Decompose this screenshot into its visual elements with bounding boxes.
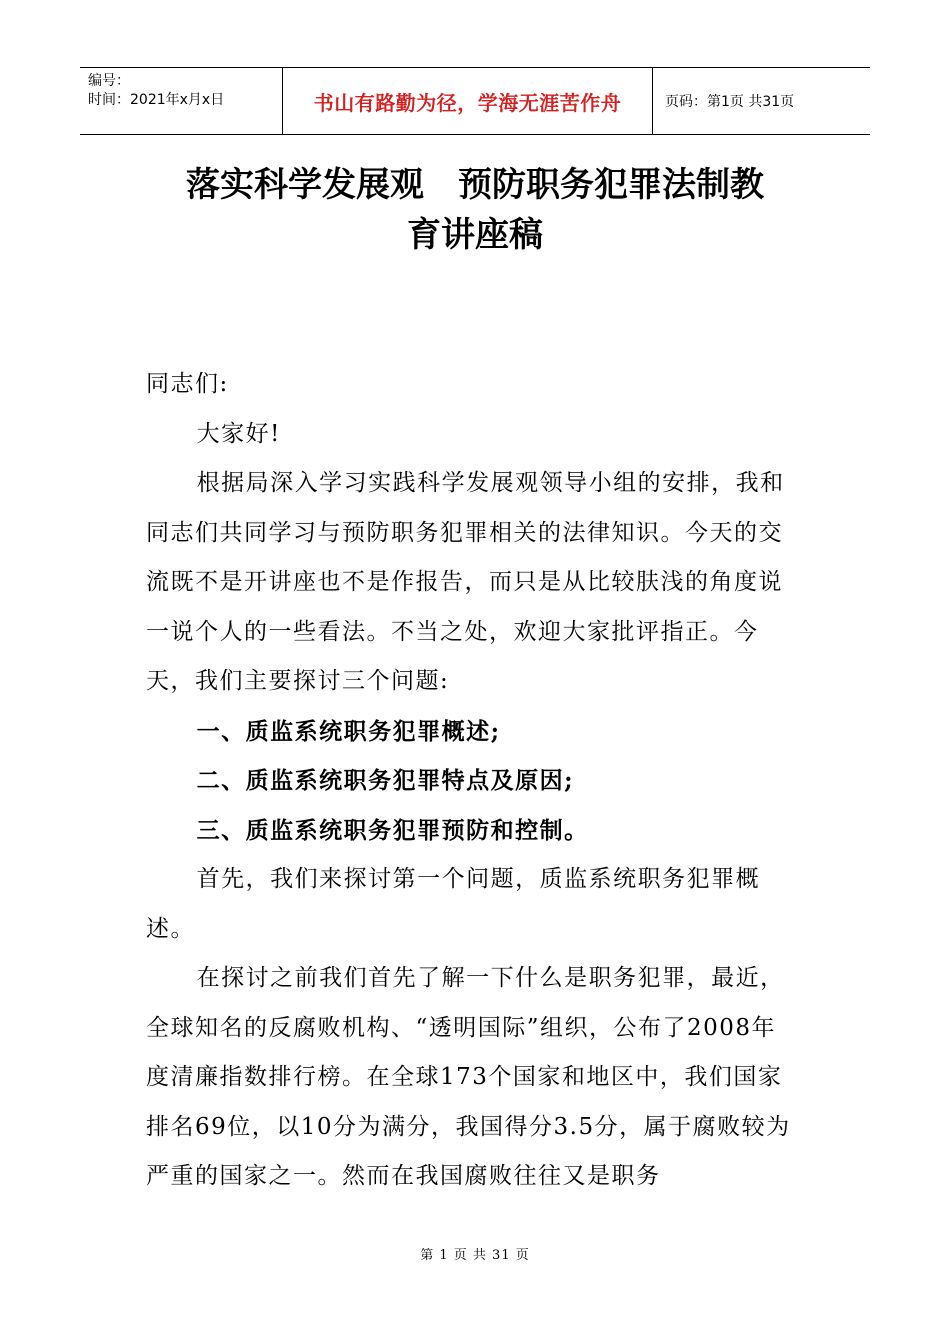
header-motto: 书山有路勤为径，学海无涯苦作舟: [282, 68, 653, 134]
outline-item-3: 三、质监系统职务犯罪预防和控制。: [196, 816, 589, 844]
greeting: 大家好!: [196, 420, 281, 447]
paragraph-first-topic: 首先，我们来探讨第一个问题，质监系统职务犯罪概述。: [146, 866, 761, 942]
title-line-2: 育讲座稿: [407, 215, 543, 255]
outline-item-2: 二、质监系统职务犯罪特点及原因;: [196, 767, 575, 794]
paragraph-definition: 在探讨之前我们首先了解一下什么是职务犯罪，最近，全球知名的反腐败机构、“透明国际”组织，公布了2008年度清廉指数排行榜。在全球173个国家和地区中，我们国家排名69位，以10分为满分，我国得分3.5分，属于腐败较为严重的国家之一。然而在我国腐败往往又是职务: [146, 965, 791, 1189]
outline-item-1: 一、质监系统职务犯罪概述;: [196, 717, 501, 745]
document-title: [100, 160, 850, 260]
salutation: 同志们:: [146, 371, 229, 397]
time-label: 时间：2021年x月x日: [88, 92, 225, 108]
page-footer: 第 1 页 共 31 页: [420, 1248, 530, 1263]
number-label: 编号：: [88, 73, 130, 89]
title-line-1: 落实科学发展观 预防职务犯罪法制教: [186, 165, 764, 205]
header-page-info: 页码：第1页 共31页: [665, 94, 795, 110]
document-body: [146, 360, 796, 1202]
paragraph-intro: 根据局深入学习实践科学发展观领导小组的安排，我和同志们共同学习与预防职务犯罪相关的法律知识。今天的交流既不是开讲座也不是作报告，而只是从比较肤浅的角度说一说个人的一些看法。不当之处，欢迎大家批评指正。今天，我们主要探讨三个问题:: [146, 470, 785, 694]
header-table: [80, 67, 870, 135]
header-meta: [80, 68, 282, 134]
